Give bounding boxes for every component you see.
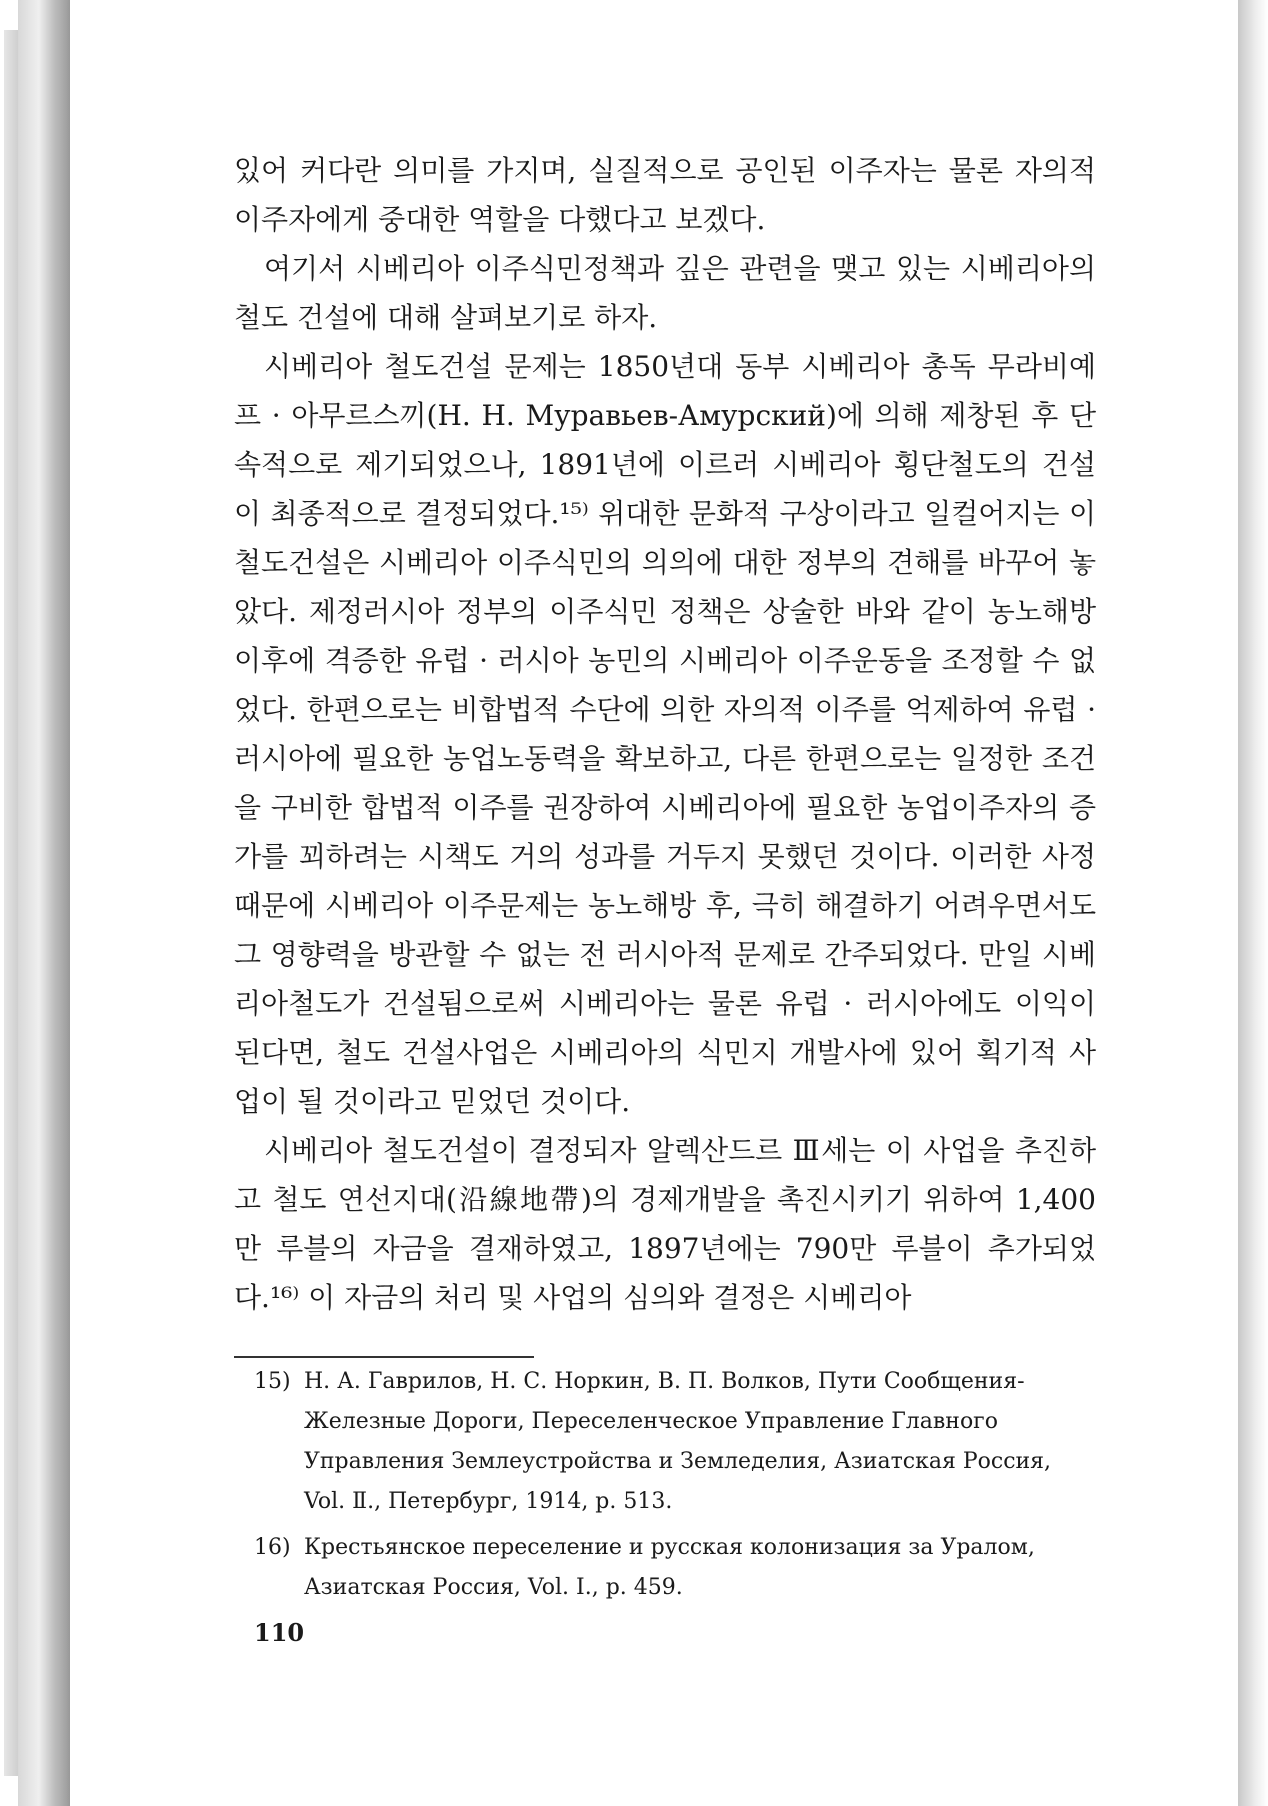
page-number: 110 — [254, 1618, 305, 1647]
paragraph-2: 여기서 시베리아 이주식민정책과 깊은 관련을 맺고 있는 시베리아의 철도 건설에 대해 살펴보기로 하자. — [234, 252, 1096, 334]
footnote-text: Н. А. Гаврилов, Н. С. Норкин, В. П. Волков, Пути Сообщения-Железные Дороги, Переселенческое Управление Главного Управления Землеустройства и Земледелия, Азиатская Россия, Vol. Ⅱ., Петербург, 1914, p. 513. — [304, 1369, 1052, 1514]
paragraph-4: 시베리아 철도건설이 결정되자 알렉산드르 Ⅲ세는 이 사업을 추진하고 철도 연선지대(沿線地帶)의 경제개발을 촉진시키기 위하여 1,400만 루블의 자금을 결재하였고, 1897년에는 790만 루블이 추가되었다.¹⁶⁾ 이 자금의 처리 및 사업의 심의와 결정은 시베리아 — [234, 1134, 1096, 1314]
footnote-text: Крестьянское переселение и русская колонизация за Уралом, Азиатская Россия, Vol. Ⅰ., p. 459. — [304, 1535, 1035, 1600]
footnote-16 — [254, 1528, 1096, 1608]
body-text — [234, 146, 1096, 1322]
footnotes — [254, 1362, 1096, 1614]
paragraph-3: 시베리아 철도건설 문제는 1850년대 동부 시베리아 총독 무라비예프 · 아무르스끼(Н. Н. Муравьев-Амурский)에 의해 제창된 후 단속적으로 제기되었으나, 1891년에 이르러 시베리아 횡단철도의 건설이 최종적으로 결정되었다.¹⁵⁾ 위대한 문화적 구상이라고 일컬어지는 이 철도건설은 시베리아 이주식민의 의의에 대한 정부의 견해를 바꾸어 놓았다. 제정러시아 정부의 이주식민 정책은 상술한 바와 같이 농노해방 이후에 격증한 유럽 · 러시아 농민의 시베리아 이주운동을 조정할 수 없었다. 한편으로는 비합법적 수단에 의한 자의적 이주를 억제하여 유럽 · 러시아에 필요한 농업노동력을 확보하고, 다른 한편으로는 일정한 조건을 구비한 합법적 이주를 권장하여 시베리아에 필요한 농업이주자의 증가를 꾀하려는 시책도 거의 성과를 거두지 못했던 것이다. 이러한 사정 때문에 시베리아 이주문제는 농노해방 후, 극히 해결하기 어려우면서도 그 영향력을 방관할 수 없는 전 러시아적 문제로 간주되었다. 만일 시베리아철도가 건설됨으로써 시베리아는 물론 유럽 · 러시아에도 이익이 된다면, 철도 건설사업은 시베리아의 식민지 개발사에 있어 획기적 사업이 될 것이라고 믿었던 것이다. — [234, 350, 1096, 1118]
book-page-stack-left — [18, 0, 70, 1806]
paragraph-1: 있어 커다란 의미를 가지며, 실질적으로 공인된 이주자는 물론 자의적 이주자에게 중대한 역할을 다했다고 보겠다. — [234, 154, 1096, 236]
footnote-divider — [234, 1356, 534, 1358]
footnote-15 — [254, 1362, 1096, 1522]
book-page-edge-right — [1238, 0, 1268, 1806]
footnote-number: 15) — [254, 1369, 291, 1394]
footnote-number: 16) — [254, 1535, 291, 1560]
